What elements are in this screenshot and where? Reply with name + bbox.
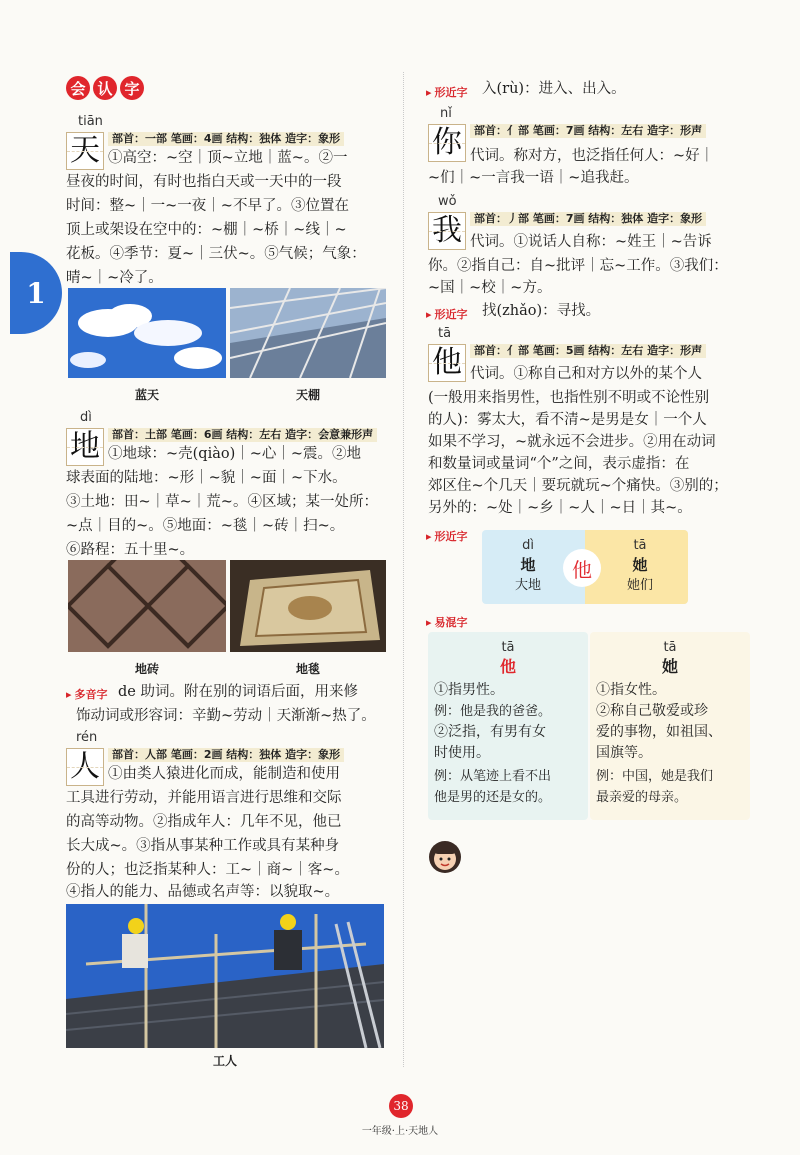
photo-carpet [230, 560, 386, 652]
confuse-tag: ▸ 易混字 [426, 614, 468, 630]
definition-line: 长大成~。③指从事某种工作或具有某种身 [66, 838, 340, 854]
photo-caption: 地砖 [134, 662, 159, 676]
girl-mascot-icon [428, 840, 462, 874]
entry-char: 人 [66, 748, 104, 786]
definition-line: 顶上或架设在空中的：~棚｜~桥｜~线｜~ [66, 222, 347, 238]
confuse-line: 时使用。 [434, 745, 490, 761]
confuse-line: 例：中国，她是我们 [596, 769, 714, 784]
definition-line: 和数量词或量词“个”之间，表示虚指：在 [428, 456, 690, 472]
photo-caption: 天棚 [295, 388, 320, 402]
definition-line: ⑥路程：五十里~。 [66, 542, 195, 558]
similar-text: 找(zhǎo)：寻找。 [482, 303, 601, 319]
definition-line: 份的人；也泛指某种人：工~｜商~｜客~。 [66, 862, 349, 878]
entry-meta: 部首：土部 笔画：6画 结构：左右 造字：会意兼形声 [108, 428, 377, 442]
similar-text: 入(rù)：进入、出入。 [482, 81, 626, 97]
badge-char: 会 [66, 76, 90, 100]
photo-caption: 蓝天 [134, 388, 159, 402]
definition-line: ④指人的能力、品德或名声等：以貌取~。 [66, 884, 340, 900]
similar-word: 大地 [514, 578, 541, 593]
definition-line: ③土地：田~｜草~｜荒~。④区域；某一处所： [66, 494, 378, 510]
entry-meta: 部首：亻部 笔画：7画 结构：左右 造字：形声 [470, 124, 706, 138]
pinyin: tā [438, 326, 452, 341]
definition-line: 的高等动物。②指成年人：几年不见，他已 [66, 814, 342, 830]
badge-char: 字 [120, 76, 144, 100]
definition-line: 你。②指自己：自~批评｜忘~工作。③我们： [428, 258, 728, 274]
confuse-line: ②泛指，有男有女 [434, 724, 546, 740]
similar-char: 她 [632, 556, 648, 574]
definition-line: ~国｜~校｜~方。 [428, 280, 552, 296]
chapter-tab[interactable]: 1 [10, 252, 62, 334]
similar-char: 地 [520, 556, 536, 574]
definition-line: 代词。①说话人自称：~姓王｜~告诉 [470, 234, 712, 250]
photo-blue-sky [68, 288, 226, 378]
pinyin: wǒ [438, 194, 457, 209]
definition-line: 球表面的陆地：~形｜~貌｜~面｜~下水。 [66, 470, 347, 486]
pinyin: nǐ [440, 106, 452, 121]
definition-line: 另外的：~处｜~乡｜~人｜~日｜其~。 [428, 500, 692, 516]
definition-line: 时间：整~｜一~一夜｜~不早了。③位置在 [66, 198, 349, 214]
section-badge [66, 76, 144, 100]
confuse-line: 他是男的还是女的。 [434, 790, 552, 805]
footer-label: 一年级·上·天地人 [361, 1126, 439, 1137]
confuse-line: ②称自己敬爱或珍 [596, 703, 708, 719]
confuse-char: 他 [499, 657, 516, 676]
confuse-line: 例：他是我的爸爸。 [434, 704, 552, 719]
definition-line: 工具进行劳动，并能用语言进行思维和交际 [66, 790, 342, 806]
definition-line: ①地球：~壳(qiào)｜~心｜~震。②地 [108, 446, 362, 462]
photo-canopy [230, 288, 386, 378]
confuse-char: 她 [661, 657, 678, 676]
definition-line: ①高空：~空｜顶~立地｜蓝~。②一 [108, 150, 348, 166]
pinyin: tā [501, 640, 515, 655]
pinyin: dì [80, 410, 92, 425]
confuse-line: 最亲爱的母亲。 [596, 790, 688, 805]
definition-line: ①由类人猿进化而成，能制造和使用 [108, 766, 340, 782]
definition-line: 晴~｜~冷了。 [66, 270, 163, 286]
definition-line: 郊区住~个几天｜要玩就玩~个痛快。③别的； [428, 478, 728, 494]
photo-workers [66, 904, 384, 1048]
entry-meta: 部首：丿部 笔画：7画 结构：独体 造字：象形 [470, 212, 706, 226]
definition-line: 饰动词或形容词：辛勤~劳动｜天渐渐~热了。 [76, 708, 376, 724]
pinyin: tā [633, 538, 647, 553]
entry-char: 我 [428, 212, 466, 250]
photo-caption: 工人 [212, 1054, 237, 1068]
similar-tag: ▸ 形近字 [426, 306, 468, 322]
pinyin: dì [522, 538, 534, 553]
definition-line: (一般用来指男性，也指性别不明或不论性别 [428, 390, 710, 406]
photo-floor-tile [68, 560, 226, 652]
entry-meta: 部首：亻部 笔画：5画 结构：左右 造字：形声 [470, 344, 706, 358]
entry-char: 你 [428, 124, 466, 162]
confuse-line: 国旗等。 [596, 745, 652, 761]
similar-center-char: 他 [563, 549, 601, 587]
pinyin: tā [663, 640, 677, 655]
confuse-line: ①指女性。 [596, 682, 666, 698]
entry-meta: 部首：人部 笔画：2画 结构：独体 造字：象形 [108, 748, 344, 762]
confuse-line: 例：从笔迹上看不出 [434, 769, 552, 784]
definition-line: 花板。④季节：夏~｜三伏~。⑤气候；气象： [66, 246, 366, 262]
confuse-line: 爱的事物，如祖国、 [596, 724, 722, 740]
similar-tag: ▸ 形近字 [426, 528, 468, 544]
entry-meta: 部首：一部 笔画：4画 结构：独体 造字：象形 [108, 132, 344, 146]
badge-char: 认 [93, 76, 117, 100]
pinyin: tiān [78, 114, 103, 129]
similar-tag: ▸ 形近字 [426, 84, 468, 100]
definition-line: ~们｜~一言我一语｜~追我赶。 [428, 170, 639, 186]
confuse-line: ①指男性。 [434, 682, 504, 698]
definition-line: de 助词。附在别的词语后面，用来修 [118, 684, 358, 700]
definition-line: 昼夜的时间，有时也指白天或一天中的一段 [66, 174, 342, 190]
entry-char: 地 [66, 428, 104, 466]
page-number: 38 [389, 1094, 413, 1118]
definition-line: ~点｜目的~。⑤地面：~毯｜~砖｜扫~。 [66, 518, 345, 534]
polyphone-tag: ▸ 多音字 [66, 686, 108, 702]
definition-line: 如果不学习，~就永远不会进步。②用在动词 [428, 434, 716, 450]
entry-char: 天 [66, 132, 104, 170]
pinyin: rén [76, 730, 98, 745]
photo-caption: 地毯 [295, 662, 320, 676]
column-divider [403, 72, 404, 1067]
similar-word: 她们 [626, 578, 653, 593]
definition-line: 的人)：雾太大，看不清~是男是女｜一个人 [428, 412, 707, 428]
definition-line: 代词。称对方，也泛指任何人：~好｜ [470, 148, 715, 164]
definition-line: 代词。①称自己和对方以外的某个人 [470, 366, 702, 382]
entry-char: 他 [428, 344, 466, 382]
